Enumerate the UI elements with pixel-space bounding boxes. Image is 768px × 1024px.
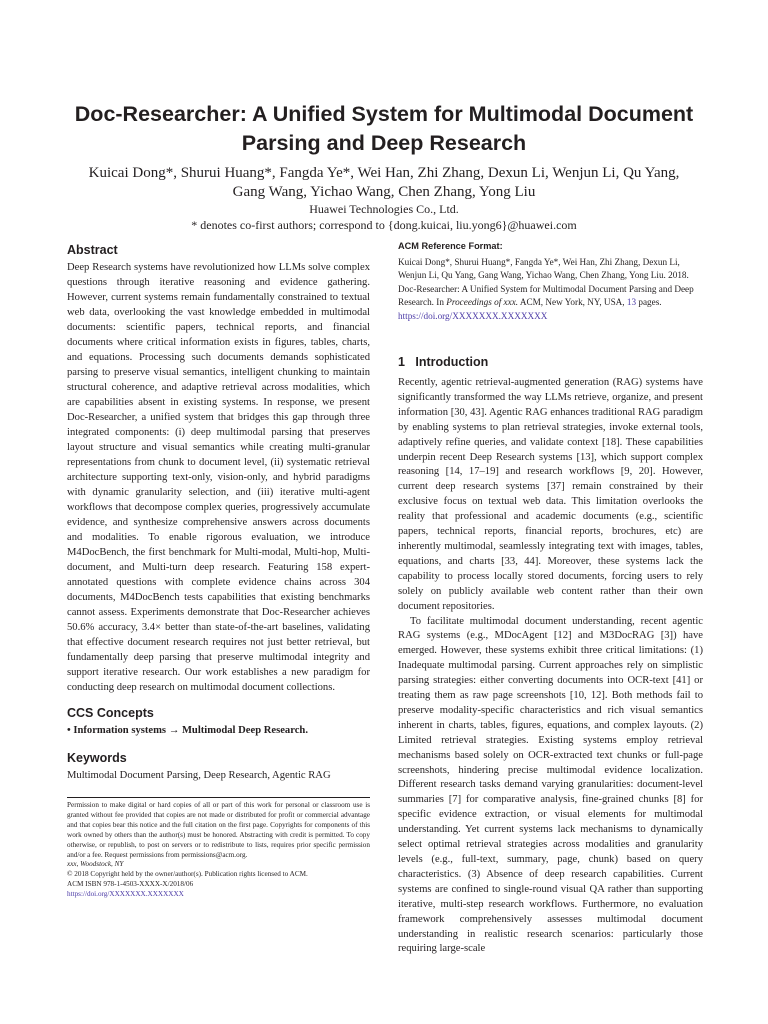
introduction-heading (398, 352, 703, 372)
introduction-paragraph-1: Recently, agentic retrieval-augmented generation (RAG) systems have significantly transformed the way LLMs retrieve, organize, and present information [30, 43]. Agentic RAG enhances traditional RAG paradigm by enabling systems to plan retrieval strategies, invoke external tools, adaptively refine queries, and validate context [18]. These capabilities underpin recent Deep Research systems [13], which support complex reasoning [14, 17–19] and research workflows [9, 20]. However, current deep research systems [37] remain constrained by their exclusive focus on textual web data. This limitation overlooks the reality that professional and academic documents (e.g., scientific papers, technical reports, financial reports, brochures, etc) are inherently multimodal, seamlessly integrating text with images, tables, equations, and charts [33, 44]. Moreover, these systems lack the capability to process locally stored documents, forcing users to rely solely on publicly available web content rather than their own document repositories. (398, 377, 703, 612)
author-line-1: Kuicai Dong*, Shurui Huang*, Fangda Ye*, Wei Han, Zhi Zhang, Dexun Li, Wenjun Li, Qu Yang, (88, 165, 680, 181)
affiliation (40, 201, 728, 233)
acm-reference-text: Kuicai Dong*, Shurui Huang*, Fangda Ye*, Wei Han, Zhi Zhang, Dexun Li, Wenjun Li, Qu Yang, Gang Wang, Yichao Wang, Chen Zhang, Yong Liu. 2018. Doc-Researcher: A Unified System for Multimodal Document Parsing and Deep Research. In (398, 256, 694, 307)
left-column (67, 240, 370, 783)
author-list (40, 164, 728, 202)
acm-reference (398, 240, 703, 323)
introduction-title: Introduction (415, 355, 489, 369)
acm-reference-proceedings: Proceedings of xxx. (446, 297, 519, 307)
keywords-section (67, 748, 370, 783)
acm-reference-pages-suffix: pages. (636, 297, 662, 307)
footnote-doi-link[interactable]: https://doi.org/XXXXXXX.XXXXXXX (67, 890, 184, 899)
permission-footnote (67, 797, 370, 900)
affiliation-note: * denotes co-first authors; correspond to {dong.kuicai, liu.yong6}@huawei.com (191, 218, 577, 232)
introduction-paragraph-2: To facilitate multimodal document understanding, recent agentic RAG systems (e.g., MDocAgent [12] and M3DocRAG [3]) have emerged. However, these systems exhibit three critical limitations: (1) Inadequate multimodal parsing. Current approaches rely on simplistic parsing strategies: either converting documents into OCR-text [41] or treating them as raw page screenshots [10, 12]. Both methods fail to preserve modality-specific characteristics and rich visual semantics inherent in charts, tables, figures, equations, and complex layouts. (2) Limited retrieval strategies. Existing systems employ retrieval mechanisms based solely on OCR-extracted text chunks or full-page screenshots, hindering precise multimodal evidence localization. Different research tasks demand varying granularities: document-level summaries [7] for comparative analysis, fine-grained chunks [8] for specific evidence extraction, or visual elements for multimodal understanding. Yet current systems lack mechanisms to dynamically select optimal retrieval strategies across modalities and granularity levels (e.g., full-text, summary, page, chunk) based on query characteristics. (3) Absence of deep research capabilities. Current systems are confined to single-round visual QA rather than supporting iterative, multi-step research workflows. Furthermore, no evaluation framework comprehensively assesses multimodal document understanding in realistic research scenarios: particularly those requiring large-scale (398, 615, 703, 955)
venue-text: xxx, Woodstock, NY (67, 860, 124, 869)
acm-reference-doi-link[interactable]: https://doi.org/XXXXXXX.XXXXXXX (398, 310, 548, 321)
abstract-text: Deep Research systems have revolutionized how LLMs solve complex questions through iterative reasoning and evidence gathering. However, current systems remain fundamentally constrained to textual web data, overlooking the vast knowledge embedded in multimodal documents: scientific papers, technical reports, and financial documents where critical information exists in figures, tables, charts, and equations. Processing such documents demands sophisticated parsing to preserve visual semantics, intelligent chunking to maintain structural coherence, and adaptive retrieval across modalities, which are capabilities absent in existing systems. In response, we present Doc-Researcher, a unified system that bridges this gap through three integrated components: (i) deep multimodal parsing that preserves layout structure and visual semantics while creating multi-granular representations from chunk to document level, (ii) systematic retrieval architecture supporting text-only, vision-only, and hybrid paradigms with dynamic granularity selection, and (iii) iterative multi-agent workflows that decompose complex queries, progressively accumulate evidence, and synthesize comprehensive answers across documents and modalities. To enable rigorous evaluation, we introduce M4DocBench, the first benchmark for Multi-modal, Multi-hop, Multi-document, and Multi-turn deep research. Featuring 158 expert-annotated questions with complete evidence chains across 304 documents, M4DocBench tests capabilities that existing benchmarks cannot assess. Experiments demonstrate that Doc-Researcher achieves 50.6% accuracy, 3.4× better than state-of-the-art baselines, validating that effective document research requires not just better retrieval, but fundamentally deep parsing that preserve multimodal integrity and support iterative research. Our work establishes a new paradigm for conducting deep research on multimodal document collections. (67, 262, 370, 693)
acm-reference-publisher: ACM, New York, NY, USA, (518, 297, 627, 307)
ccs-text: • Information systems → Multimodal Deep Research. (67, 725, 308, 736)
author-line-2: Gang Wang, Yichao Wang, Chen Zhang, Yong Liu (232, 184, 536, 200)
isbn-text: ACM ISBN 978-1-4503-XXXX-X/2018/06 (67, 880, 194, 889)
affiliation-org: Huawei Technologies Co., Ltd. (309, 202, 459, 216)
acm-reference-body (398, 256, 703, 324)
ccs-section (67, 703, 370, 738)
abstract-heading: Abstract (67, 243, 118, 257)
keywords-heading: Keywords (67, 751, 127, 765)
paper-title: Doc-Researcher: A Unified System for Multimodal Document Parsing and Deep Research (74, 102, 694, 155)
right-column (398, 240, 703, 957)
keywords-text: Multimodal Document Parsing, Deep Research, Agentic RAG (67, 770, 331, 781)
ccs-heading: CCS Concepts (67, 706, 154, 720)
acm-reference-heading: ACM Reference Format: (398, 241, 503, 251)
introduction-number: 1 (398, 355, 405, 369)
copyright-text: © 2018 Copyright held by the owner/author(s). Publication rights licensed to ACM. (67, 870, 308, 879)
acm-reference-pages-link[interactable]: 13 (626, 297, 637, 307)
permission-text: Permission to make digital or hard copies of all or part of this work for personal or classroom use is granted without fee provided that copies are not made or distributed for profit or commercial advantage and that copies bear this notice and the full citation on the first page. Copyrights for components of this work owned by others than the author(s) must be honored. Abstracting with credit is permitted. To copy otherwise, or republish, to post on servers or to redistribute to lists, requires prior specific permission and/or a fee. Request permissions from permissions@acm.org. (67, 801, 370, 859)
